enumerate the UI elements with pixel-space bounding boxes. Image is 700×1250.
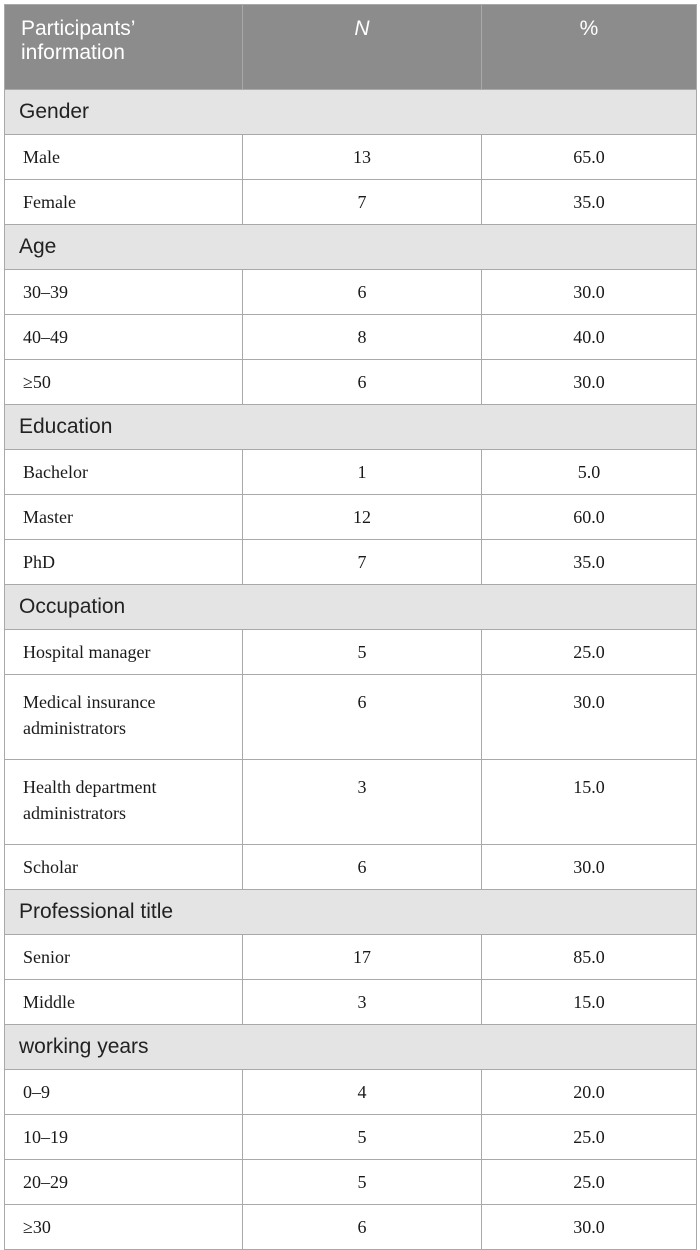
header-percent: % — [482, 5, 697, 90]
row-percent-value: 15.0 — [482, 760, 697, 845]
section-title: Age — [5, 225, 697, 270]
table-row — [5, 1070, 697, 1115]
section-row — [5, 585, 697, 630]
row-n-value: 12 — [243, 495, 482, 540]
table-row — [5, 935, 697, 980]
table-row — [5, 845, 697, 890]
table-row — [5, 630, 697, 675]
row-percent-value: 25.0 — [482, 1115, 697, 1160]
table-body — [5, 90, 697, 1250]
row-n-value: 5 — [243, 1160, 482, 1205]
row-percent-value: 30.0 — [482, 360, 697, 405]
participants-table — [4, 4, 697, 1250]
table-row — [5, 1160, 697, 1205]
section-title: Occupation — [5, 585, 697, 630]
row-percent-value: 35.0 — [482, 180, 697, 225]
table-row — [5, 675, 697, 760]
table-row — [5, 360, 697, 405]
row-label: 40–49 — [5, 315, 243, 360]
row-label: 30–39 — [5, 270, 243, 315]
row-label: Hospital manager — [5, 630, 243, 675]
table-row — [5, 760, 697, 845]
row-n-value: 3 — [243, 760, 482, 845]
table-row — [5, 540, 697, 585]
table-header-row — [5, 5, 697, 90]
row-n-value: 6 — [243, 270, 482, 315]
row-label: Senior — [5, 935, 243, 980]
row-label: Master — [5, 495, 243, 540]
row-n-value: 6 — [243, 1205, 482, 1250]
row-percent-value: 65.0 — [482, 135, 697, 180]
row-n-value: 7 — [243, 180, 482, 225]
row-percent-value: 30.0 — [482, 845, 697, 890]
row-n-value: 6 — [243, 675, 482, 760]
row-n-value: 3 — [243, 980, 482, 1025]
row-percent-value: 40.0 — [482, 315, 697, 360]
row-n-value: 4 — [243, 1070, 482, 1115]
row-n-value: 8 — [243, 315, 482, 360]
row-percent-value: 85.0 — [482, 935, 697, 980]
row-label: Health department administrators — [5, 760, 243, 845]
table-row — [5, 1115, 697, 1160]
row-n-value: 7 — [243, 540, 482, 585]
table-header — [5, 5, 697, 90]
row-label: PhD — [5, 540, 243, 585]
row-n-value: 5 — [243, 630, 482, 675]
row-label: ≥50 — [5, 360, 243, 405]
row-n-value: 17 — [243, 935, 482, 980]
row-percent-value: 60.0 — [482, 495, 697, 540]
table-row — [5, 270, 697, 315]
row-percent-value: 30.0 — [482, 1205, 697, 1250]
row-label: ≥30 — [5, 1205, 243, 1250]
row-percent-value: 15.0 — [482, 980, 697, 1025]
table-row — [5, 135, 697, 180]
table-row — [5, 180, 697, 225]
row-label: Bachelor — [5, 450, 243, 495]
row-n-value: 6 — [243, 845, 482, 890]
section-title: Gender — [5, 90, 697, 135]
row-percent-value: 35.0 — [482, 540, 697, 585]
section-title: Professional title — [5, 890, 697, 935]
table-row — [5, 980, 697, 1025]
row-n-value: 6 — [243, 360, 482, 405]
section-row — [5, 890, 697, 935]
row-label: 20–29 — [5, 1160, 243, 1205]
row-label: 10–19 — [5, 1115, 243, 1160]
section-row — [5, 1025, 697, 1070]
row-percent-value: 25.0 — [482, 1160, 697, 1205]
row-percent-value: 30.0 — [482, 675, 697, 760]
row-percent-value: 30.0 — [482, 270, 697, 315]
row-label: Middle — [5, 980, 243, 1025]
header-n: N — [243, 5, 482, 90]
row-percent-value: 20.0 — [482, 1070, 697, 1115]
table-row — [5, 1205, 697, 1250]
section-title: Education — [5, 405, 697, 450]
row-n-value: 5 — [243, 1115, 482, 1160]
section-title: working years — [5, 1025, 697, 1070]
row-n-value: 13 — [243, 135, 482, 180]
row-percent-value: 25.0 — [482, 630, 697, 675]
table-row — [5, 495, 697, 540]
row-n-value: 1 — [243, 450, 482, 495]
table-row — [5, 315, 697, 360]
row-label: 0–9 — [5, 1070, 243, 1115]
row-label: Male — [5, 135, 243, 180]
table-row — [5, 450, 697, 495]
participants-table-container — [4, 4, 696, 1250]
row-label: Medical insurance administrators — [5, 675, 243, 760]
section-row — [5, 405, 697, 450]
row-label: Female — [5, 180, 243, 225]
row-percent-value: 5.0 — [482, 450, 697, 495]
section-row — [5, 90, 697, 135]
header-participants-information: Participants’ information — [5, 5, 243, 90]
row-label: Scholar — [5, 845, 243, 890]
section-row — [5, 225, 697, 270]
